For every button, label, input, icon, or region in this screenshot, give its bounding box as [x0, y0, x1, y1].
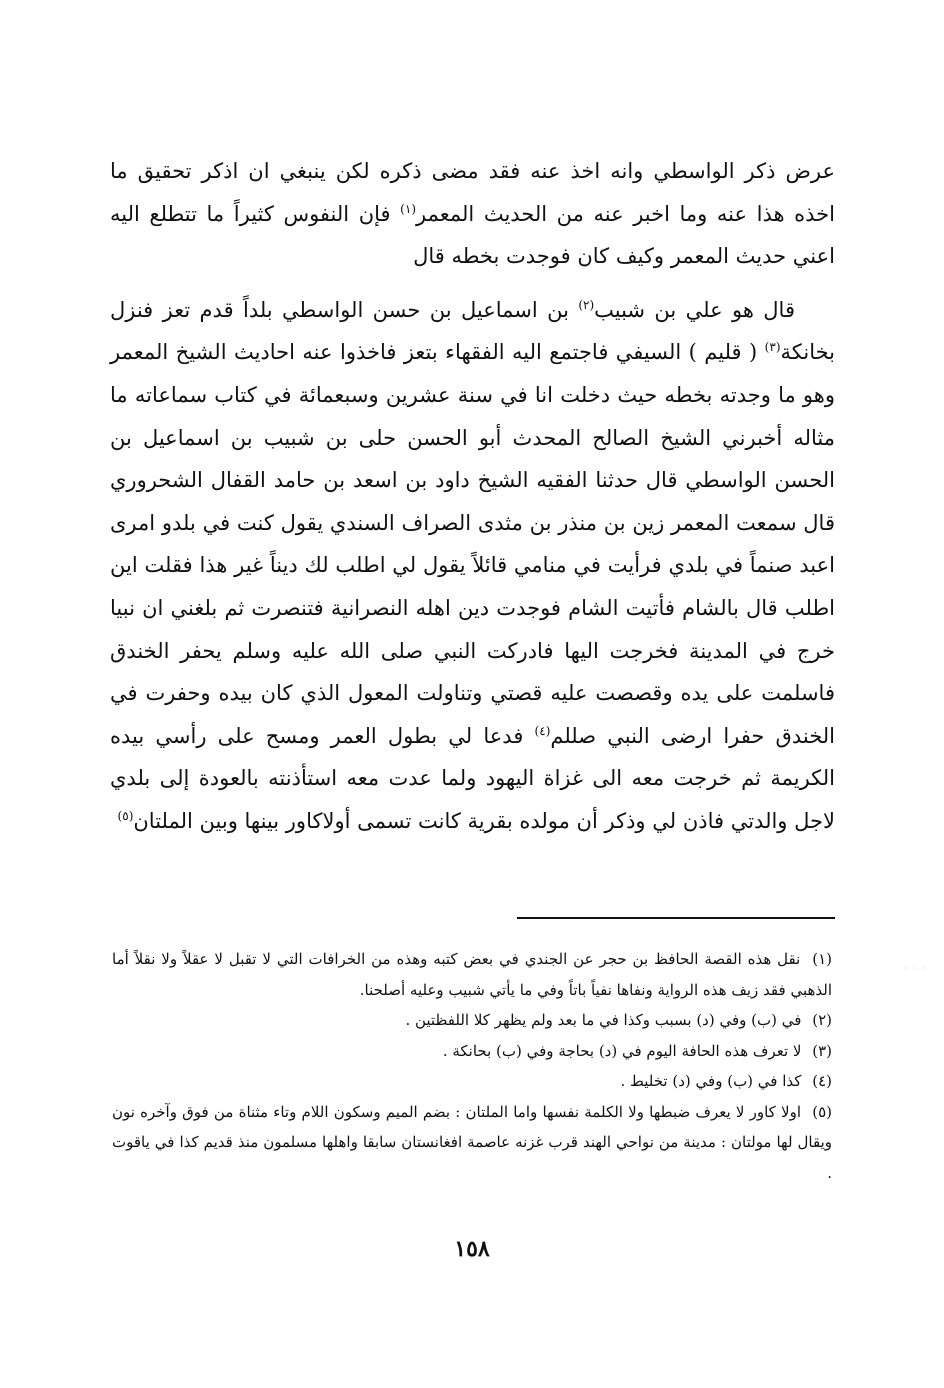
footnote-4-number: (٤)	[812, 1072, 832, 1090]
footnote-3	[112, 1036, 832, 1067]
paragraph-2-part-c: ( قليم ) السيفي فاجتمع اليه الفقهاء بتعز فاخذوا عنه احاديث الشيخ المعمر وهو ما وجدته بخطه حيث دخلت انا في سنة عشرين وسبعمائة في كتاب سماعاته ما مثاله أخبرني الشيخ الصالح المحدث أبو الحسن حلى بن شبيب بن اسماعيل بن الحسن الواسطي قال حدثنا الفقيه الشيخ داود بن اسعد بن حامد القفال الشحروري قال سمعت المعمر زين بن منذر بن مثدى الصراف السندي يقول كنت في بلدو امرى اعبد صنماً في بلدي فرأيت في منامي قائلاً يقول لي اطلب لك ديناً غير هذا فقلت اين اطلب قال بالشام فأتيت الشام فوجدت دين اهله النصرانية فتنصرت ثم بلغني ان نبيا خرج في المدينة فخرجت اليها فادركت النبي صلى الله عليه وسلم يحفر الخندق فاسلمت على يده وقصصت عليه قصتي وتناولت المعول الذي كان بيده وحفرت في الخندق حفرا ارضى النبي صللم	[110, 340, 835, 748]
footnote-1-text: نقل هذه القصة الحافظ بن حجر عن الجندي في بعض كتبه وهذه من الخرافات التي لا تقبل لا عقلاً ولا نقلاً أما الذهبي فقد زيف هذه الرواية ونفاها نفياً باتاً وفي ما يأتي شبيب وعليه أصلحنا.	[112, 950, 832, 999]
footnote-5-text: اولا كاور لا يعرف ضبطها ولا الكلمة نفسها واما الملتان : بضم الميم وسكون اللام وتاء مثناة من فوق وآخره نون ويقال لها مولتان : مدينة من نواحي الهند قرب غزنه عاصمة افغانستان سابقا واهلها مسلمون منذ قديم كذا في ياقوت .	[112, 1102, 832, 1182]
footnote-5	[112, 1097, 832, 1189]
paragraph-2-part-b: بن اسماعيل بن حسن الواسطي بلداً قدم تعز فنزل بخانكة	[110, 297, 835, 365]
paragraph-2	[110, 289, 835, 843]
scan-speck: · · ·	[904, 964, 927, 973]
footnote-2-text: في (ب) وفي (د) بسبب وكذا في ما بعد ولم يظهر كلا اللفظتين .	[405, 1011, 802, 1029]
footnote-3-text: لا تعرف هذه الحافة اليوم في (د) بحاجة وفي (ب) بحانكة .	[442, 1041, 802, 1060]
footnote-2	[112, 1005, 832, 1036]
footnote-5-number: (٥)	[812, 1102, 832, 1121]
footnote-1	[112, 944, 832, 1005]
footnote-ref-2: (٢)	[578, 297, 595, 312]
footnote-ref-4: (٤)	[534, 723, 551, 738]
footnote-1-number: (١)	[812, 950, 832, 968]
paragraph-2-part-d: فدعا لي بطول العمر ومسح على رأسي بيده الكريمة ثم خرجت معه الى غزاة اليهود ولما عدت معه استأذنته بالعودة إلى بلدي لاجل والدتي فاذن لي وذكر أن مولده بقرية كانت تسمى أولاكاور بينها وبين الملتان	[110, 723, 835, 833]
footnote-4-text: كذا في (ب) وفي (د) تخليط .	[620, 1072, 802, 1090]
paragraph-1-text: عرض ذكر الواسطي وانه اخذ عنه فقد مضى ذكره لكن ينبغي ان اذكر تحقيق ما اخذه هذا عنه وما اخبر عنه من الحديث المعمر	[110, 159, 835, 226]
footnote-4	[112, 1066, 832, 1097]
paragraph-1-tail: فإن النفوس كثيراً ما تتطلع اليه اعني حديث المعمر وكيف كان فوجدت بخطه قال	[110, 201, 835, 269]
footnote-3-number: (٣)	[812, 1041, 832, 1060]
footnote-ref-5: (٥)	[117, 808, 134, 823]
paragraph-2-part-a: قال هو علي بن شبيب	[594, 297, 795, 322]
footnote-2-number: (٢)	[812, 1011, 832, 1029]
page-number: ١٥٨	[454, 1236, 490, 1262]
paragraph-1	[110, 150, 835, 278]
main-text	[110, 150, 835, 843]
footnotes	[112, 944, 832, 1188]
footnote-separator	[517, 917, 835, 919]
footnote-ref-1: (١)	[400, 201, 416, 216]
footnote-ref-3: (٣)	[764, 340, 781, 355]
